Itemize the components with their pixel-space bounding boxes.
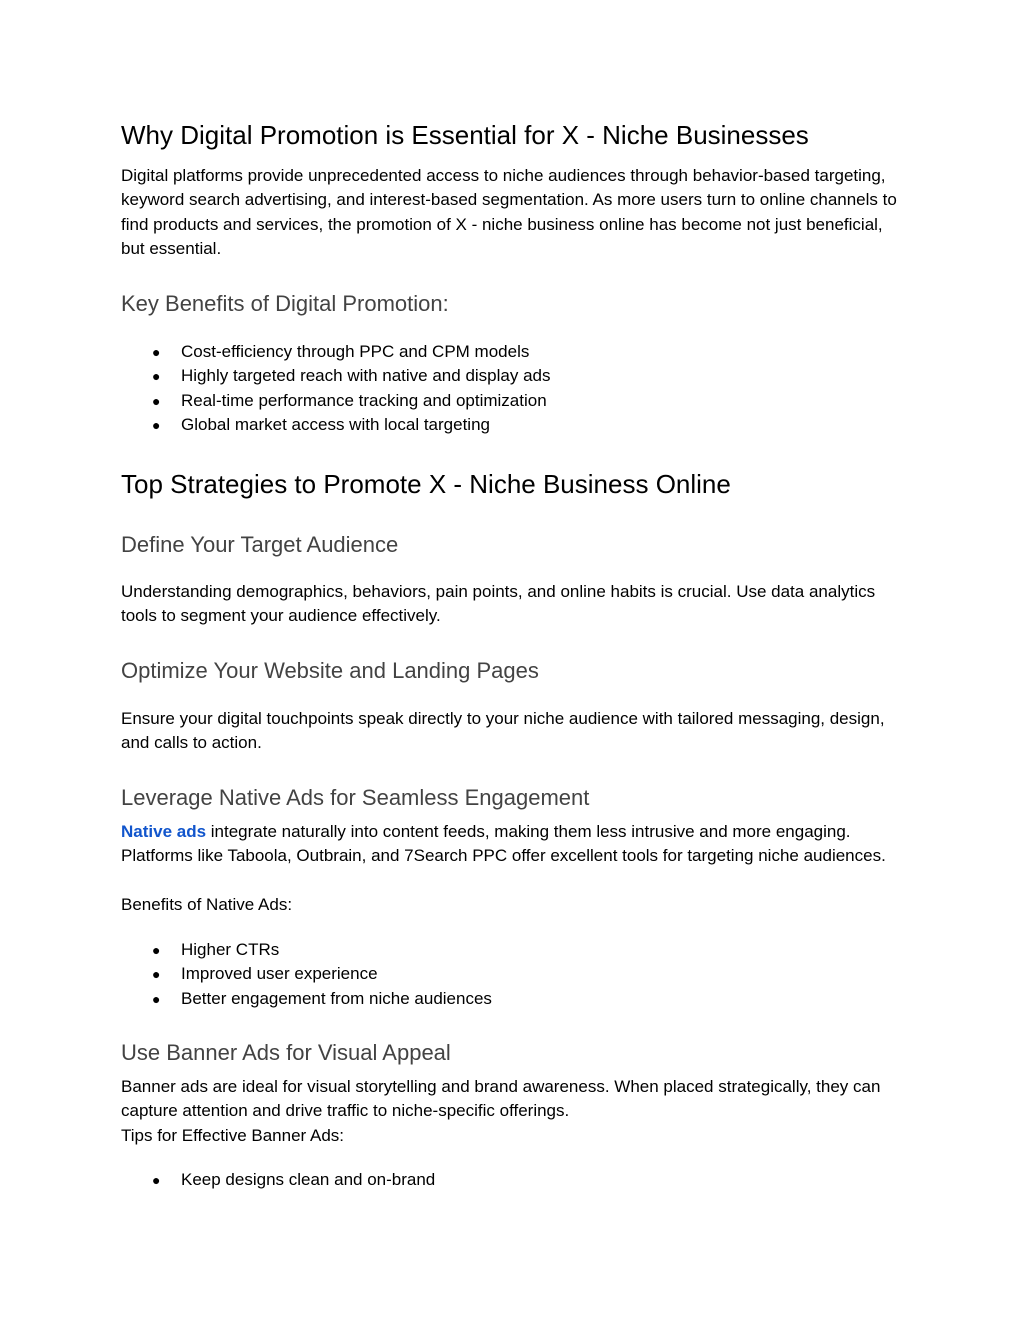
subheading-optimize-website: Optimize Your Website and Landing Pages [121,658,539,683]
list-item: ● Cost-efficiency through PPC and CPM models [121,340,901,364]
website-paragraph: Ensure your digital touchpoints speak directly to your niche audience with tailored messaging, design, and calls to action. [121,709,885,753]
native-benefits-list [121,938,901,1011]
bullet-icon: ● [152,344,161,360]
native-ads-link[interactable]: Native ads [121,822,207,841]
list-item: ● Improved user experience [121,962,901,986]
subheading-banner-ads: Use Banner Ads for Visual Appeal [121,1040,451,1065]
bullet-icon: ● [152,990,161,1007]
list-item: ● Better engagement from niche audiences [121,987,901,1011]
list-item: ● Real-time performance tracking and optimization [121,389,901,413]
banner-tips-label: Tips for Effective Banner Ads: [121,1126,345,1145]
native-ads-paragraph: Native ads integrate naturally into content feeds, making them less intrusive and more engaging. Platforms like Taboola, Outbrain, and 7Search PPC offer excellent tools for targeting niche audiences. [121,822,886,866]
key-benefits-list [121,340,901,438]
list-item: ● Keep designs clean and on-brand [121,1168,901,1192]
intro-paragraph: Digital platforms provide unprecedented access to niche audiences through behavior-based targeting, keyword search advertising, and interest-based segmentation. As more users turn to online channels to find products and services, the promotion of X - niche business online has become not just beneficial, but essential. [121,166,897,259]
native-benefits-label: Benefits of Native Ads: [121,895,293,914]
bullet-icon: ● [152,368,161,385]
bullet-icon: ● [152,417,161,434]
bullet-icon: ● [152,392,161,409]
list-item: ● Highly targeted reach with native and display ads [121,364,901,388]
banner-paragraph: Banner ads are ideal for visual storytelling and brand awareness. When placed strategically, they can capture attention and drive traffic to niche-specific offerings. [121,1077,881,1121]
bullet-icon: ● [152,1172,161,1188]
banner-tips-list [121,1168,901,1192]
list-item: ● Global market access with local targeting [121,413,901,437]
list-item: ● Higher CTRs [121,938,901,962]
subheading-key-benefits: Key Benefits of Digital Promotion: [121,291,449,316]
section-heading-top-strategies: Top Strategies to Promote X - Niche Business Online [121,469,731,499]
bullet-icon: ● [152,966,161,983]
section-heading-why-digital-promotion: Why Digital Promotion is Essential for X - Niche Businesses [121,120,809,150]
audience-paragraph: Understanding demographics, behaviors, pain points, and online habits is crucial. Use data analytics tools to segment your audience effectively. [121,582,876,626]
bullet-icon: ● [152,942,161,958]
subheading-native-ads: Leverage Native Ads for Seamless Engagement [121,785,590,810]
subheading-target-audience: Define Your Target Audience [121,532,399,557]
